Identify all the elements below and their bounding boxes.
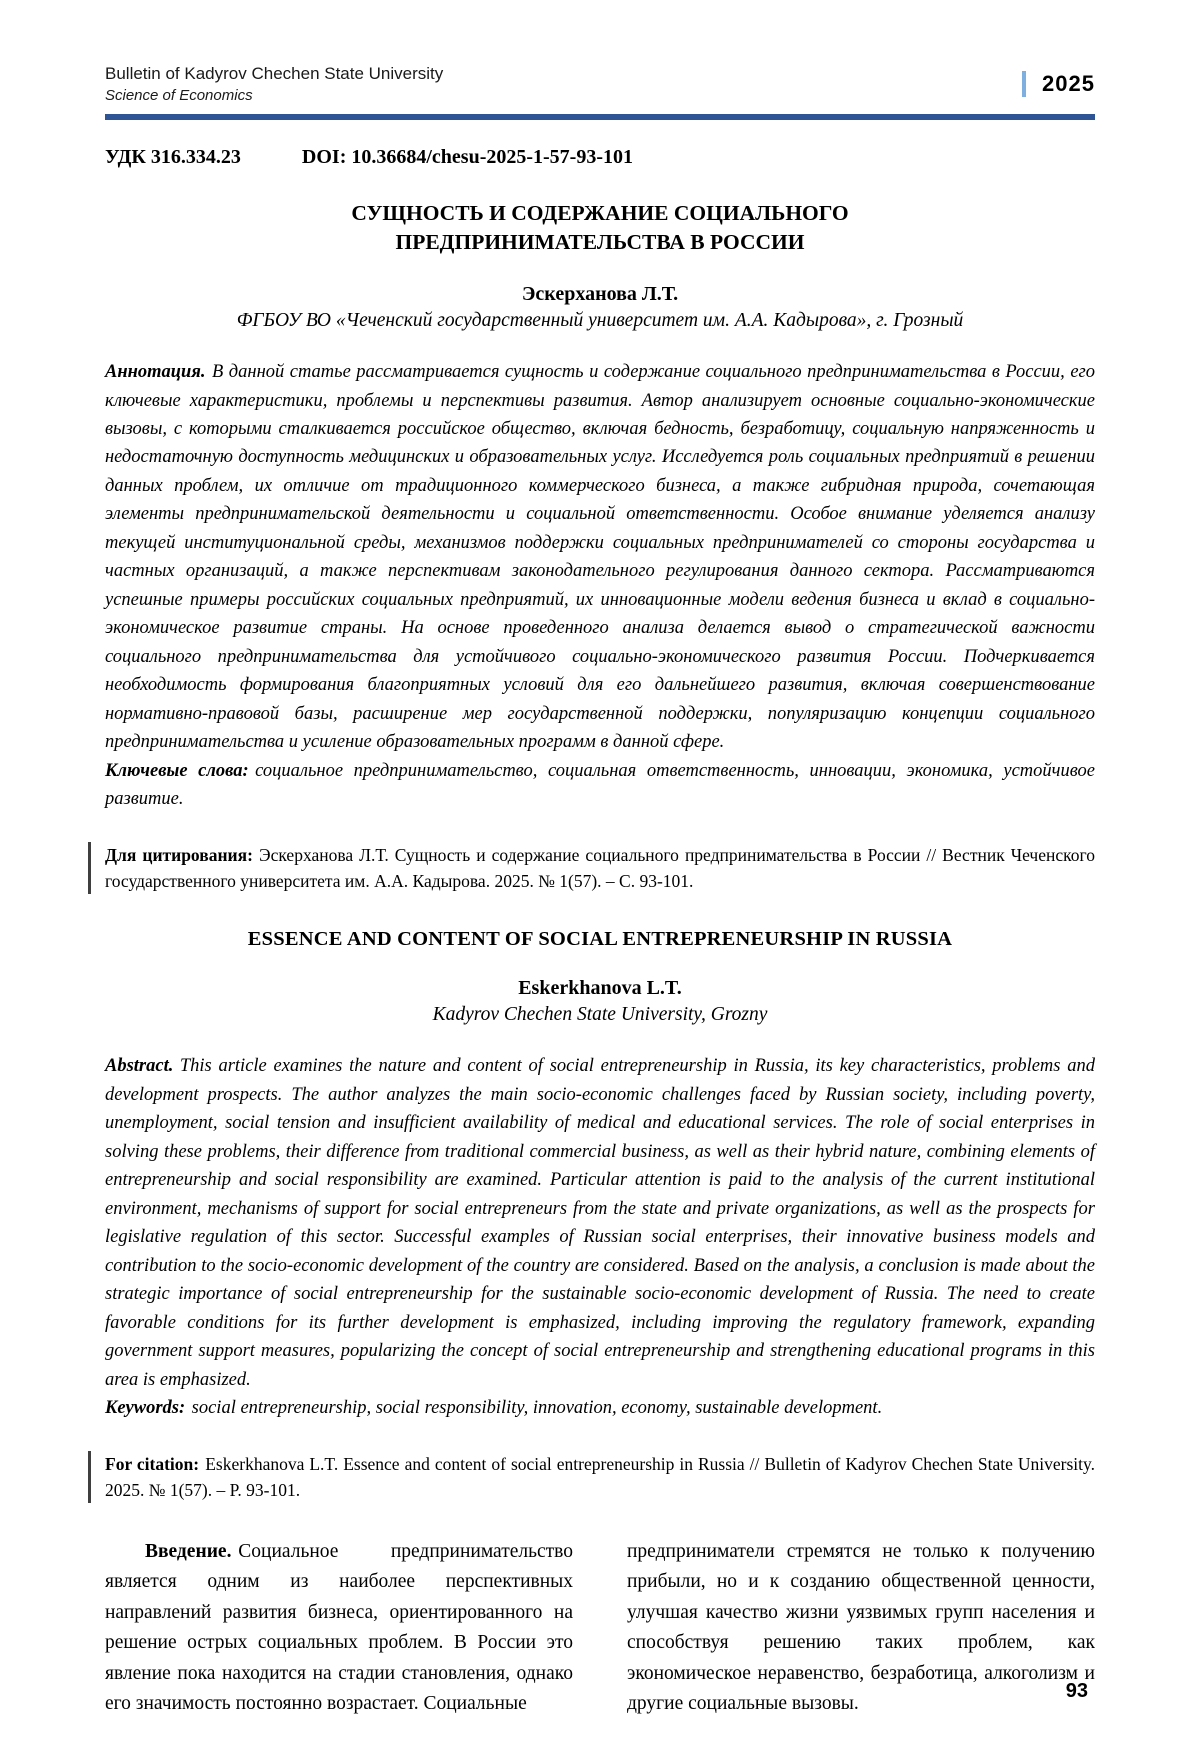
abstract-ru-label: Аннотация. [105,362,206,383]
keywords-en [105,1394,1095,1422]
citation-ru-text: Эскерханова Л.Т. Сущность и содержание социального предпринимательства в России // Вестник Чеченского государственного университета им. А.А. Кадырова. 2025. № 1(57). – С. 93-101. [105,844,1095,892]
journal-identity [105,64,443,104]
author-ru: Эскерханова Л.Т. [521,283,679,306]
abstract-en-label: Abstract. [105,1056,174,1077]
udc-code: УДК 316.334.23 [105,146,241,168]
page-header [105,64,1095,104]
affiliation-en: Kadyrov Chechen State University, Grozny [432,1004,768,1026]
citation-en [88,1451,1095,1504]
journal-page [0,64,1200,1761]
keywords-en-text: social entrepreneurship, social responsibility, innovation, economy, sustainable development. [191,1398,883,1419]
keywords-ru [105,757,1095,814]
article-title-ru-line1: СУЩНОСТЬ И СОДЕРЖАНИЕ СОЦИАЛЬНОГО [351,201,849,225]
journal-title: Bulletin of Kadyrov Chechen State University [105,64,444,83]
article-title-ru [105,199,1095,257]
body-column-left [105,1537,573,1719]
introduction-label: Введение. [145,1541,232,1563]
header-rule [105,114,1095,120]
journal-subtitle: Science of Economics [105,87,253,104]
keywords-en-label: Keywords: [105,1398,186,1419]
issue-year-block [1022,71,1095,97]
issue-year: 2025 [1042,71,1095,96]
citation-ru-label: Для цитирования: [105,844,253,865]
abstract-en-text: This article examines the nature and content of social entrepreneurship in Russia, its key characteristics, problems and development prospects. The author analyzes the main socio-economic challenges faced by Russian society, including poverty, unemployment, social tension and insufficient availability of medical and educational services. The role of social enterprises in solving these problems, their difference from traditional commercial business, as well as their hybrid nature, combining elements of entrepreneurship and social responsibility are examined. Particular attention is paid to the analysis of the current institutional environment, mechanisms of support for social entrepreneurs from the state and private organizations, as well as the prospects for legislative regulation of this sector. Successful examples of Russian social enterprises, their innovative business models and contribution to the socio-economic development of the country are considered. Based on the analysis, a conclusion is made about the strategic importance of social entrepreneurship for the sustainable socio-economic development of Russia. The need to create favorable conditions for its further development is emphasized, including improving the regulatory framework, expanding government support measures, popularizing the concept of social entrepreneurship and strengthening educational programs in this area is emphasized. [105,1056,1095,1390]
article-title-ru-line2: ПРЕДПРИНИМАТЕЛЬСТВА В РОССИИ [395,230,805,255]
body-columns [105,1537,1095,1719]
author-en: Eskerkhanova L.T. [518,977,682,1000]
keywords-ru-text: социальное предпринимательство, социальная ответственность, инновации, экономика, устойчивое развитие. [105,760,1095,810]
abstract-ru [105,358,1095,757]
year-divider-bar [1022,71,1026,97]
abstract-en [105,1052,1095,1394]
doi-code: DOI: 10.36684/chesu-2025-1-57-93-101 [301,146,634,168]
article-meta-line [105,146,1095,169]
affiliation-ru: ФГБОУ ВО «Чеченский государственный университет им. А.А. Кадырова», г. Грозный [236,310,964,332]
body-column-right: предприниматели стремятся не только к получению прибыли, но и к созданию общественной ценности, улучшая качество жизни уязвимых групп населения и способствуя решению таких проблем, как экономическое неравенство, безработица, алкоголизм и другие социальные вызовы. [627,1541,1095,1715]
citation-ru [88,842,1095,895]
abstract-ru-text: В данной статье рассматривается сущность и содержание социального предпринимательства в России, его ключевые характеристики, проблемы и перспективы развития. Автор анализирует основные социально-экономические вызовы, с которыми сталкивается российское общество, включая бедность, безработицу, социальную напряженность и недостаточную доступность медицинских и образовательных услуг. Исследуется роль социальных предприятий в решении данных проблем, их отличие от традиционного коммерческого бизнеса, а также гибридная природа, сочетающая элементы предпринимательской деятельности и социальной ответственности. Особое внимание уделяется анализу текущей институциональной среды, механизмов поддержки социальных предпринимателей со стороны государства и частных организаций, а также перспективам законодательного регулирования данного сектора. Рассматриваются успешные примеры российских социальных предприятий, их инновационные модели ведения бизнеса и вклад в социально-экономическое развитие страны. На основе проведенного анализа делается вывод о стратегической важности социального предпринимательства для устойчивого социально-экономического развития России. Подчеркивается необходимость формирования благоприятных условий для его дальнейшего развития, включая совершенствование нормативно-правовой базы, расширение мер государственной поддержки, популяризацию концепции социального предпринимательства и усиление образовательных программ в данной сфере. [105,362,1095,753]
page-number: 93 [1065,1680,1088,1702]
article-title-en: ESSENCE AND CONTENT OF SOCIAL ENTREPRENEURSHIP IN RUSSIA [247,928,953,951]
citation-en-label: For citation: [105,1453,200,1474]
keywords-ru-label: Ключевые слова: [105,760,249,781]
citation-en-text: Eskerkhanova L.T. Essence and content of social entrepreneurship in Russia // Bulletin of Kadyrov Chechen State University. 2025. № 1(57). – P. 93-101. [105,1453,1095,1500]
body-column-left-text: Социальное предпринимательство является одним из наиболее перспективных направлений развития бизнеса, ориентированного на решение острых социальных проблем. В России это явление пока находится на стадии становления, однако его значимость постоянно возрастает. Социальные [105,1541,573,1715]
